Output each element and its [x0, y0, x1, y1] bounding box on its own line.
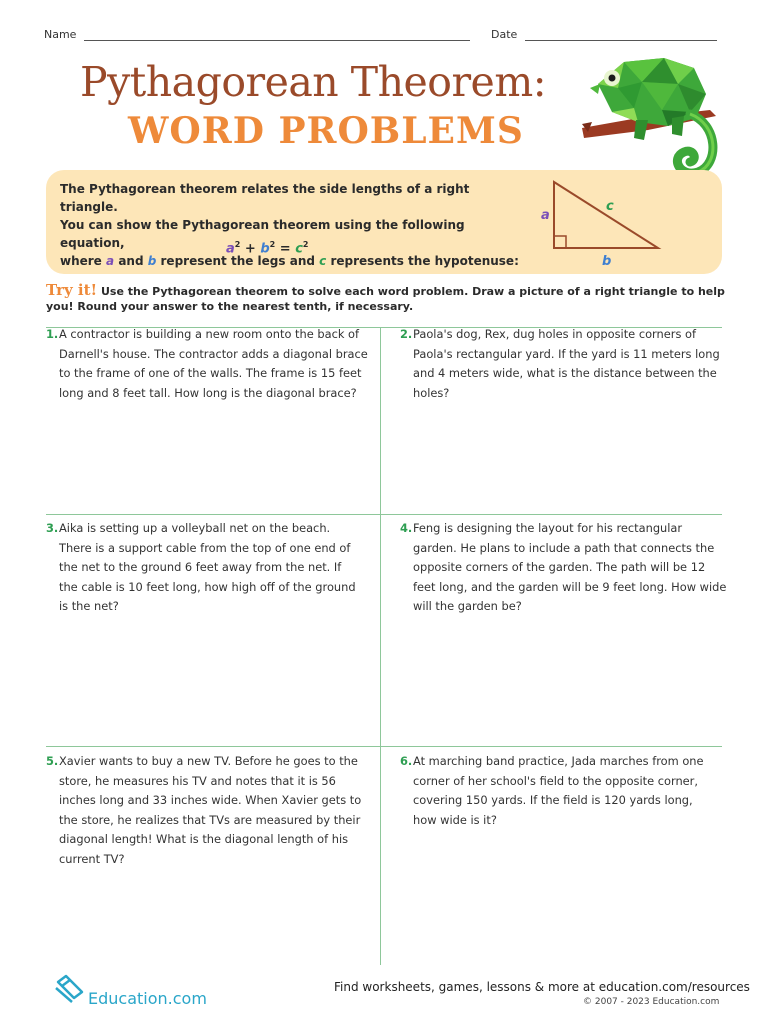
page-subtitle: WORD PROBLEMS: [128, 110, 524, 152]
var-c: c: [319, 254, 327, 268]
var-a: a: [106, 254, 115, 268]
problem-number: 3.: [46, 521, 59, 535]
problem-2: [400, 325, 725, 403]
var-b: b: [147, 254, 157, 268]
intro-text: [60, 180, 520, 270]
problem-number: 6.: [400, 754, 413, 768]
problem-5: [46, 752, 369, 870]
problem-text: A contractor is building a new room onto the back of Darnell's house. The contractor adds a diagonal brace to the frame of one of the walls. The frame is 15 feet long and 8 feet tall. How long is the diagonal brace?: [59, 327, 368, 400]
problem-text: Aika is setting up a volleyball net on the beach. There is a support cable from the top of one end of the net to the ground 6 feet away from the net. If the cable is 10 feet long, how high off of the ground is the net?: [59, 521, 356, 614]
copyright: © 2007 - 2023 Education.com: [583, 997, 720, 1007]
triangle-label-b: b: [602, 254, 612, 269]
try-it-label: Try it!: [46, 281, 98, 299]
grid-divider-middle: [46, 514, 722, 515]
problem-4: [400, 519, 727, 617]
grid-divider-bottom: [46, 746, 722, 747]
triangle-label-a: a: [541, 208, 550, 223]
equation: $a^2 + b^2 = c^2$: [226, 240, 309, 257]
date-field: [491, 28, 717, 41]
footer-tagline: Find worksheets, games, lessons & more at education.com/resources: [334, 980, 750, 994]
problem-1: [46, 325, 371, 403]
intro-line-1: The Pythagorean theorem relates the side lengths of a right triangle.: [60, 182, 470, 214]
problem-text: Feng is designing the layout for his rectangular garden. He plans to include a path that connects the opposite corners of the garden. The path will be 12 feet long, and the garden will be 9 feet long. How wide will the garden be?: [413, 521, 727, 614]
problem-text: At marching band practice, Jada marches from one corner of her school's field to the opposite corner, covering 150 yards. If the field is 120 yards long, how wide is it?: [413, 754, 704, 827]
education-logo-icon: [52, 972, 86, 1006]
right-triangle-diagram: [530, 176, 670, 270]
education-logo-text[interactable]: Education.com: [88, 989, 207, 1008]
grid-divider-vertical: [380, 327, 381, 965]
page-title: Pythagorean Theorem:: [80, 58, 547, 106]
triangle-label-c: c: [606, 199, 614, 214]
date-label: Date: [491, 28, 518, 41]
problem-number: 1.: [46, 327, 59, 341]
try-it-text: Use the Pythagorean theorem to solve each word problem. Draw a picture of a right triangle to help you! Round your answer to the nearest tenth, if necessary.: [46, 285, 725, 313]
intro-line-3: where a and b represent the legs and c represents the hypotenuse:: [60, 254, 519, 268]
problem-text: Paola's dog, Rex, dug holes in opposite corners of Paola's rectangular yard. If the yard is 11 meters long and 4 meters wide, what is the distance between the holes?: [413, 327, 720, 400]
problem-number: 4.: [400, 521, 413, 535]
problem-number: 2.: [400, 327, 413, 341]
problem-3: [46, 519, 359, 617]
problem-6: [400, 752, 713, 830]
name-label: Name: [44, 28, 77, 41]
name-underline: [84, 28, 470, 41]
date-underline: [525, 28, 717, 41]
intro-line-2: You can show the Pythagorean theorem using the following equation,: [60, 218, 465, 250]
problem-number: 5.: [46, 754, 59, 768]
name-field: [44, 28, 470, 41]
problem-text: Xavier wants to buy a new TV. Before he goes to the store, he measures his TV and notes that it is 56 inches long and 33 inches wide. When Xavier gets to the store, he realizes that TVs are measured by their diagonal length! What is the diagonal length of his current TV?: [59, 754, 362, 866]
try-it-instructions: [46, 283, 726, 314]
chameleon-icon: [578, 54, 724, 186]
